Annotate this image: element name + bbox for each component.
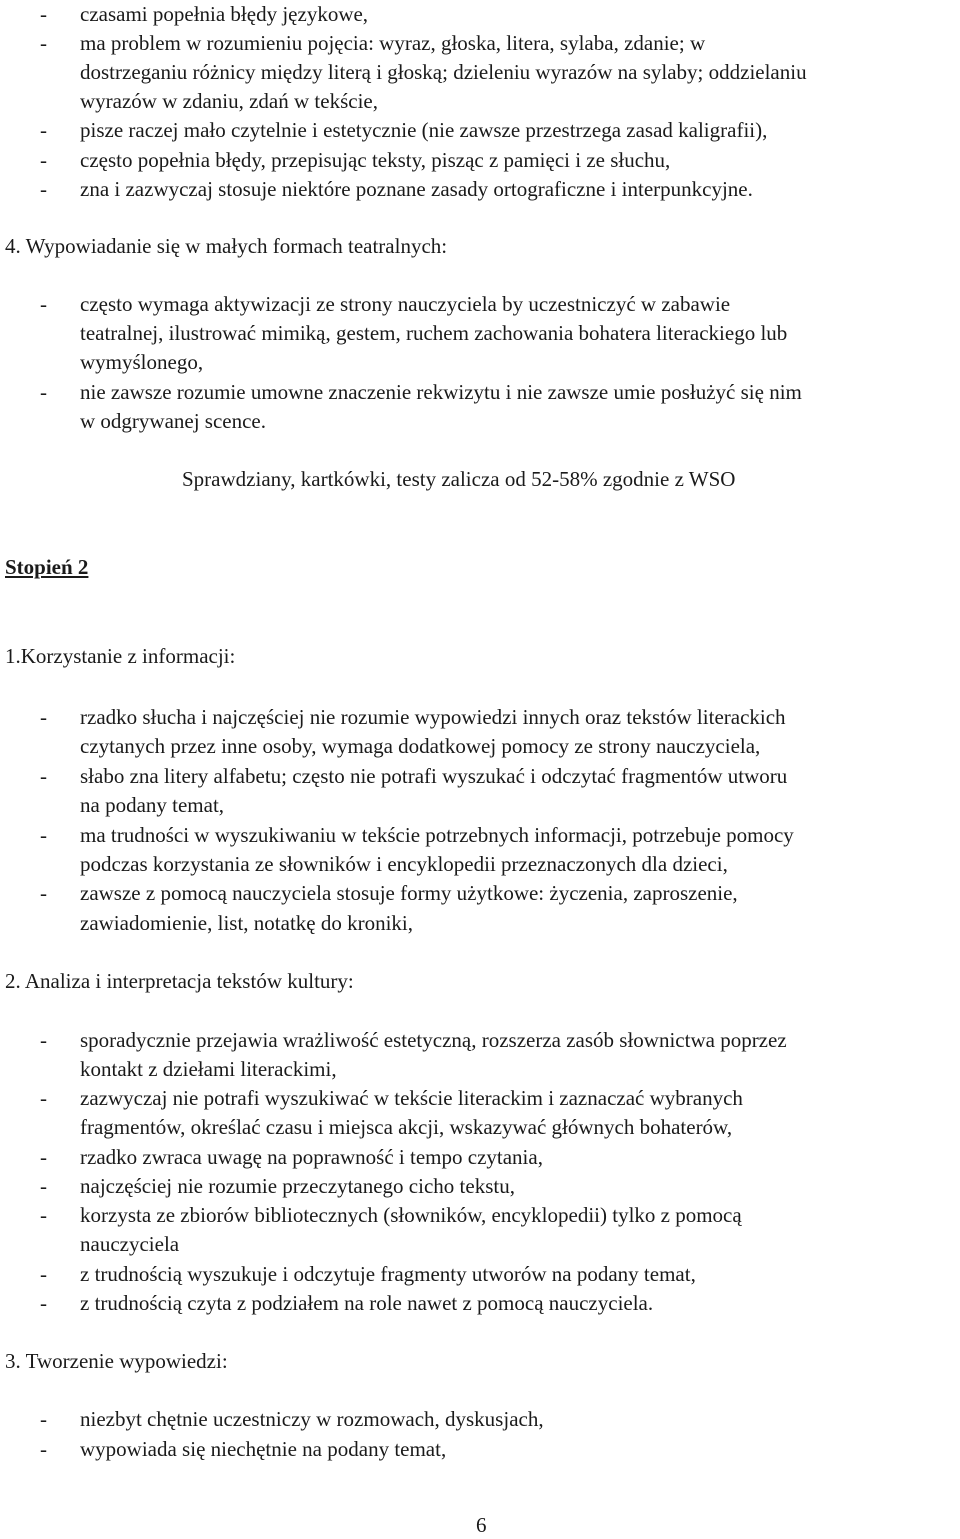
bullet-dash: - bbox=[40, 380, 47, 404]
list-item-continuation: kontakt z dziełami literackimi, bbox=[80, 1057, 337, 1081]
bullet-dash: - bbox=[40, 177, 47, 201]
page-number: 6 bbox=[476, 1513, 487, 1537]
list-item-continuation: podczas korzystania ze słowników i encyklopedii przeznaczonych dla dzieci, bbox=[80, 852, 728, 876]
list-item-continuation: dostrzeganiu różnicy między literą i głoską; dzieleniu wyrazów na sylaby; oddzielaniu bbox=[80, 60, 807, 84]
bullet-dash: - bbox=[40, 1145, 47, 1169]
list-item-continuation: teatralnej, ilustrować mimiką, gestem, ruchem zachowania bohatera literackiego lub bbox=[80, 321, 788, 345]
bullet-dash: - bbox=[40, 823, 47, 847]
list-item-continuation: zawiadomienie, list, notatkę do kroniki, bbox=[80, 911, 414, 935]
list-item-text: sporadycznie przejawia wrażliwość estetyczną, rozszerza zasób słownictwa poprzez bbox=[80, 1028, 787, 1052]
list-item-text: wypowiada się niechętnie na podany temat, bbox=[80, 1437, 447, 1461]
section-heading: 1.Korzystanie z informacji: bbox=[5, 644, 236, 668]
list-item-text: często wymaga aktywizacji ze strony nauczyciela by uczestniczyć w zabawie bbox=[80, 292, 731, 316]
section-heading: 2. Analiza i interpretacja tekstów kultury: bbox=[5, 969, 354, 993]
list-item-text: ma problem w rozumieniu pojęcia: wyraz, głoska, litera, sylaba, zdanie; w bbox=[80, 31, 706, 55]
bullet-dash: - bbox=[40, 31, 47, 55]
section-heading: 4. Wypowiadanie się w małych formach teatralnych: bbox=[5, 234, 448, 258]
list-item-text: pisze raczej mało czytelnie i estetycznie (nie zawsze przestrzega zasad kaligrafii), bbox=[80, 118, 768, 142]
list-item-text: słabo zna litery alfabetu; często nie potrafi wyszukać i odczytać fragmentów utworu bbox=[80, 764, 788, 788]
bullet-dash: - bbox=[40, 764, 47, 788]
list-item-continuation: na podany temat, bbox=[80, 793, 225, 817]
list-item-continuation: wymyślonego, bbox=[80, 350, 204, 374]
bullet-dash: - bbox=[40, 148, 47, 172]
list-item-continuation: fragmentów, określać czasu i miejsca akcji, wskazywać głównych bohaterów, bbox=[80, 1115, 733, 1139]
list-item-text: rzadko słucha i najczęściej nie rozumie wypowiedzi innych oraz tekstów literackich bbox=[80, 705, 786, 729]
list-item-text: rzadko zwraca uwagę na poprawność i tempo czytania, bbox=[80, 1145, 543, 1169]
bullet-dash: - bbox=[40, 1028, 47, 1052]
bullet-dash: - bbox=[40, 705, 47, 729]
list-item-text: z trudnością czyta z podziałem na role nawet z pomocą nauczyciela. bbox=[80, 1291, 654, 1315]
bullet-dash: - bbox=[40, 1203, 47, 1227]
list-item-continuation: czytanych przez inne osoby, wymaga dodatkowej pomocy ze strony nauczyciela, bbox=[80, 734, 761, 758]
bullet-dash: - bbox=[40, 2, 47, 26]
list-item-text: zna i zazwyczaj stosuje niektóre poznane zasady ortograficzne i interpunkcyjne. bbox=[80, 177, 753, 201]
bullet-dash: - bbox=[40, 292, 47, 316]
bullet-dash: - bbox=[40, 1291, 47, 1315]
list-item-continuation: w odgrywanej scence. bbox=[80, 409, 267, 433]
list-item-text: najczęściej nie rozumie przeczytanego cicho tekstu, bbox=[80, 1174, 515, 1198]
list-item-text: ma trudności w wyszukiwaniu w tekście potrzebnych informacji, potrzebuje pomocy bbox=[80, 823, 794, 847]
bullet-dash: - bbox=[40, 881, 47, 905]
grading-note: Sprawdziany, kartkówki, testy zalicza od 52-58% zgodnie z WSO bbox=[182, 467, 736, 491]
bullet-dash: - bbox=[40, 1437, 47, 1461]
list-item-text: nie zawsze rozumie umowne znaczenie rekwizytu i nie zawsze umie posłużyć się nim bbox=[80, 380, 802, 404]
list-item-continuation: wyrazów w zdaniu, zdań w tekście, bbox=[80, 89, 378, 113]
list-item-text: czasami popełnia błędy językowe, bbox=[80, 2, 369, 26]
list-item-text: zazwyczaj nie potrafi wyszukiwać w tekście literackim i zaznaczać wybranych bbox=[80, 1086, 743, 1110]
bullet-dash: - bbox=[40, 1174, 47, 1198]
bullet-dash: - bbox=[40, 1262, 47, 1286]
section-heading: 3. Tworzenie wypowiedzi: bbox=[5, 1349, 228, 1373]
bullet-dash: - bbox=[40, 1086, 47, 1110]
list-item-text: niezbyt chętnie uczestniczy w rozmowach, dyskusjach, bbox=[80, 1407, 544, 1431]
grade-heading: Stopień 2 bbox=[5, 555, 89, 579]
list-item-text: często popełnia błędy, przepisując teksty, pisząc z pamięci i ze słuchu, bbox=[80, 148, 671, 172]
list-item-text: z trudnością wyszukuje i odczytuje fragmenty utworów na podany temat, bbox=[80, 1262, 696, 1286]
list-item-text: korzysta ze zbiorów bibliotecznych (słowników, encyklopedii) tylko z pomocą bbox=[80, 1203, 742, 1227]
bullet-dash: - bbox=[40, 1407, 47, 1431]
list-item-continuation: nauczyciela bbox=[80, 1232, 180, 1256]
bullet-dash: - bbox=[40, 118, 47, 142]
list-item-text: zawsze z pomocą nauczyciela stosuje formy użytkowe: życzenia, zaproszenie, bbox=[80, 881, 738, 905]
